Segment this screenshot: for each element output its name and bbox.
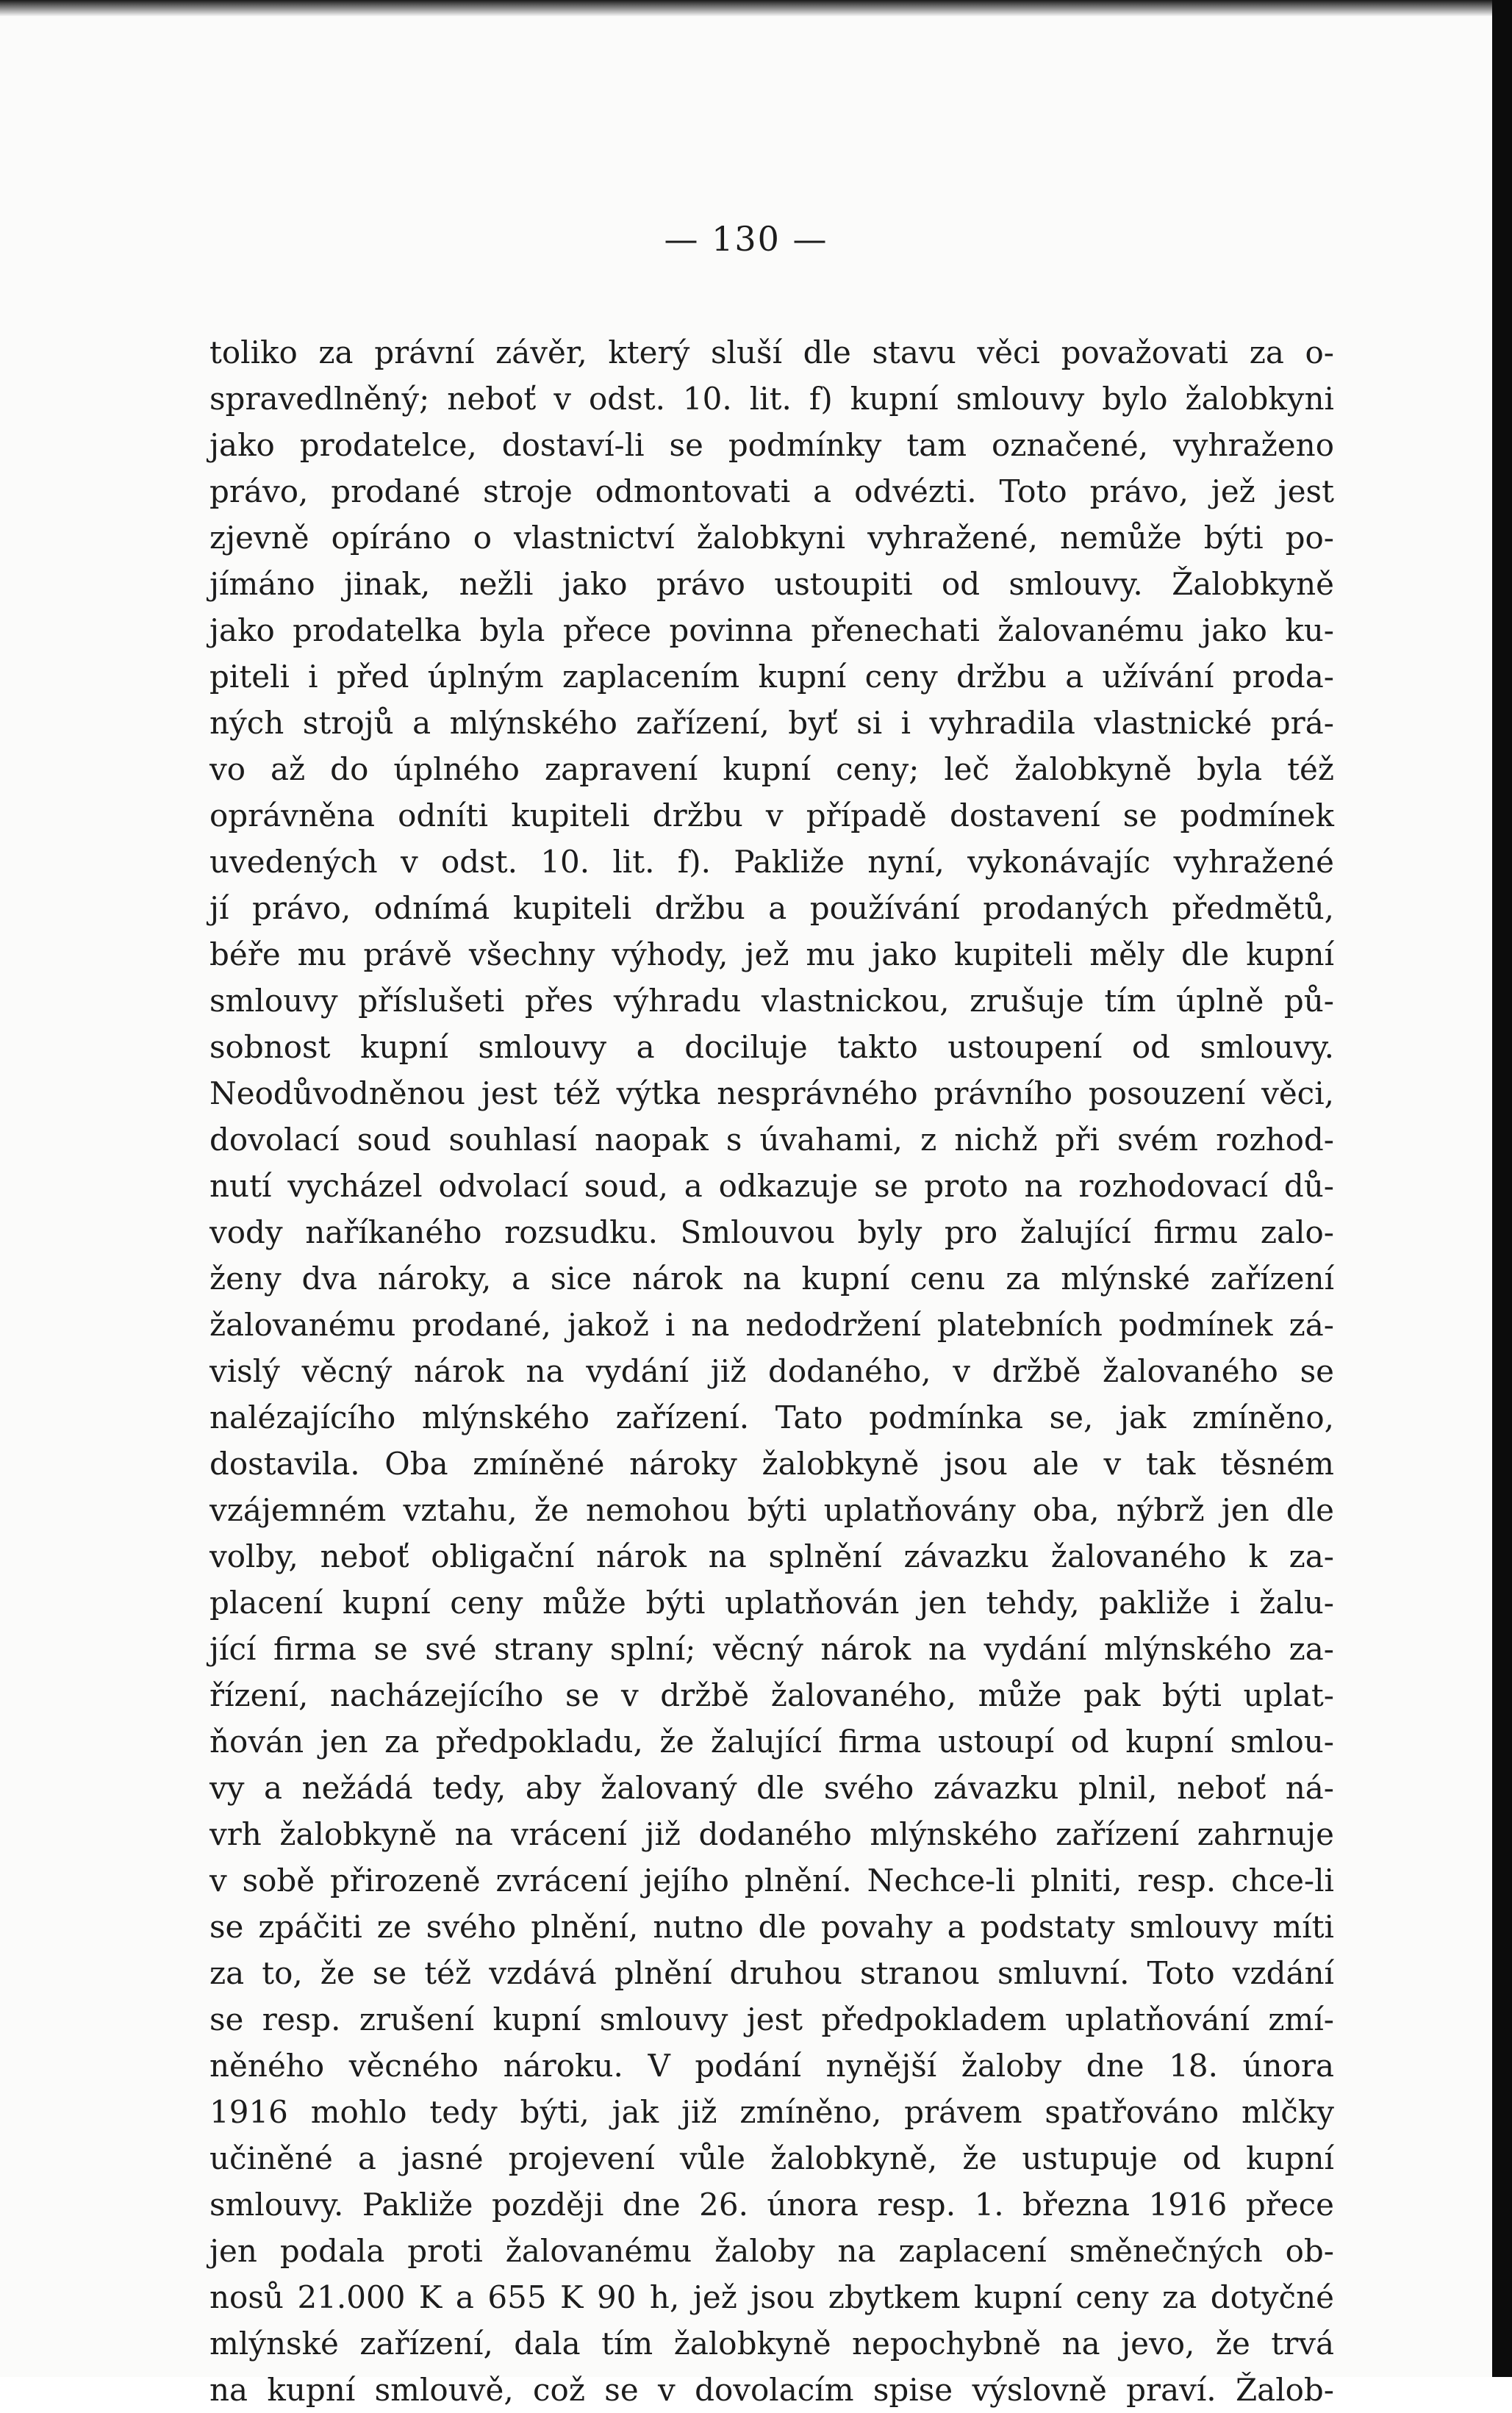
scan-right-edge [1492, 0, 1512, 2377]
text-line: jímáno jinak, nežli jako právo ustoupiti od smlouvy. Žalobkyně [209, 566, 1334, 602]
text-line: se zpáčiti ze svého plnění, nutno dle povahy a podstaty smlouvy míti [209, 1909, 1334, 1945]
text-line: volby, neboť obligační nárok na splnění závazku žalovaného k za- [209, 1538, 1334, 1574]
text-line: žalovanému prodané, jakož i na nedodržení platebních podmínek zá- [209, 1307, 1334, 1343]
text-line: jí právo, odnímá kupiteli držbu a používání prodaných předmětů, [209, 890, 1334, 926]
text-line: jako prodatelka byla přece povinna přenechati žalovanému jako ku- [209, 612, 1334, 648]
text-line: 1916 mohlo tedy býti, jak již zmíněno, právem spatřováno mlčky [209, 2094, 1334, 2130]
text-line: v sobě přirozeně zvrácení jejího plnění. Nechce-li plniti, resp. chce-li [209, 1862, 1334, 1899]
text-line: se resp. zrušení kupní smlouvy jest předpokladem uplatňování zmí- [209, 2001, 1334, 2037]
text-line: nalézajícího mlýnského zařízení. Tato podmínka se, jak zmíněno, [209, 1399, 1334, 1435]
text-line: spravedlněný; neboť v odst. 10. lit. f) kupní smlouvy bylo žalobkyni [209, 381, 1334, 417]
scan-top-shadow [0, 0, 1512, 16]
text-line: placení kupní ceny může býti uplatňován jen tehdy, pakliže i žalu- [209, 1585, 1334, 1621]
text-line: dovolací soud souhlasí naopak s úvahami, z nichž při svém rozhod- [209, 1122, 1334, 1158]
text-line: právo, prodané stroje odmontovati a odvézti. Toto právo, jež jest [209, 473, 1334, 509]
text-line: piteli i před úplným zaplacením kupní ceny držbu a užívání proda- [209, 659, 1334, 695]
text-line: nosů 21.000 K a 655 K 90 h, jež jsou zbytkem kupní ceny za dotyčné [209, 2279, 1334, 2315]
text-line: řízení, nacházejícího se v držbě žalovaného, může pak býti uplat- [209, 1677, 1334, 1713]
text-line: ných strojů a mlýnského zařízení, byť si i vyhradila vlastnické prá- [209, 705, 1334, 741]
text-line: jící firma se své strany splní; věcný nárok na vydání mlýnského za- [209, 1631, 1334, 1667]
text-line: béře mu právě všechny výhody, jež mu jako kupiteli měly dle kupní [209, 936, 1334, 972]
text-line: vzájemném vztahu, že nemohou býti uplatňovány oba, nýbrž jen dle [209, 1492, 1334, 1528]
text-line: jen podala proti žalovanému žaloby na zaplacení směnečných ob- [209, 2233, 1334, 2269]
text-line: smlouvy. Pakliže později dne 26. února resp. 1. března 1916 přece [209, 2187, 1334, 2223]
text-line: smlouvy příslušeti přes výhradu vlastnickou, zrušuje tím úplně pů- [209, 983, 1334, 1019]
page-number: — 130 — [664, 219, 828, 259]
text-line: vody naříkaného rozsudku. Smlouvou byly pro žalující firmu zalo- [209, 1214, 1334, 1250]
text-line: uvedených v odst. 10. lit. f). Pakliže nyní, vykonávajíc vyhražené [209, 844, 1334, 880]
text-line: něného věcného nároku. V podání nynější žaloby dne 18. února [209, 2048, 1334, 2084]
text-line: ňován jen za předpokladu, že žalující firma ustoupí od kupní smlou- [209, 1724, 1334, 1760]
text-line: mlýnské zařízení, dala tím žalobkyně nepochybně na jevo, že trvá [209, 2326, 1334, 2362]
text-line: vrh žalobkyně na vrácení již dodaného mlýnského zařízení zahrnuje [209, 1816, 1334, 1852]
text-line: vy a nežádá tedy, aby žalovaný dle svého závazku plnil, neboť ná- [209, 1770, 1334, 1806]
text-line: ženy dva nároky, a sice nárok na kupní cenu za mlýnské zařízení [209, 1261, 1334, 1297]
text-line: toliko za právní závěr, který sluší dle stavu věci považovati za o- [209, 334, 1334, 370]
text-line: sobnost kupní smlouvy a dociluje takto ustoupení od smlouvy. [209, 1029, 1334, 1065]
text-line: jako prodatelce, dostaví-li se podmínky tam označené, vyhraženo [209, 427, 1334, 463]
text-line: zjevně opíráno o vlastnictví žalobkyni vyhražené, nemůže býti po- [209, 520, 1334, 556]
text-line: vo až do úplného zapravení kupní ceny; leč žalobkyně byla též [209, 751, 1334, 787]
text-line: učiněné a jasné projevení vůle žalobkyně, že ustupuje od kupní [209, 2140, 1334, 2176]
body-text [209, 329, 1334, 2413]
text-line: Neodůvodněnou jest též výtka nesprávného právního posouzení věci, [209, 1075, 1334, 1111]
text-line: na kupní smlouvě, což se v dovolacím spise výslovně praví. Žalob- [209, 2372, 1334, 2408]
text-line: nutí vycházel odvolací soud, a odkazuje se proto na rozhodovací dů- [209, 1168, 1334, 1204]
text-line: vislý věcný nárok na vydání již dodaného, v držbě žalovaného se [209, 1353, 1334, 1389]
text-line: dostavila. Oba zmíněné nároky žalobkyně jsou ale v tak těsném [209, 1446, 1334, 1482]
text-line: oprávněna odníti kupiteli držbu v případě dostavení se podmínek [209, 797, 1334, 833]
text-line: za to, že se též vzdává plnění druhou stranou smluvní. Toto vzdání [209, 1955, 1334, 1991]
